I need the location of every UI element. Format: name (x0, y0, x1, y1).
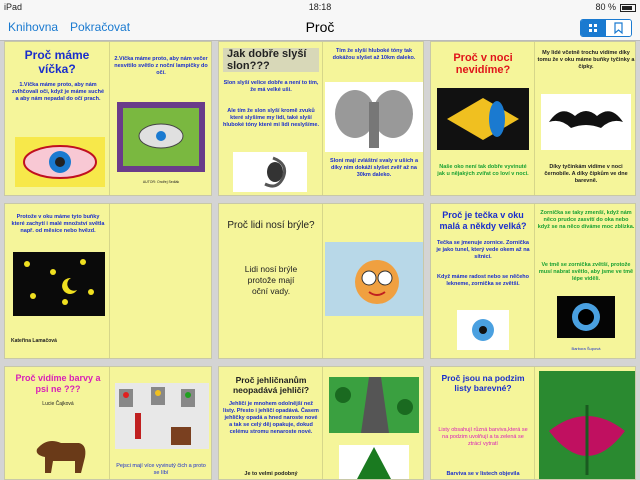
small-pupil-eye-icon (457, 310, 509, 350)
book-text: Ve tmě se zornička zvětší, protože musí nabrat světlo, aby jsme ve tmě lépe viděli. (538, 262, 634, 282)
book-text: Když máme radost nebo se něčeho lekneme, zornička se zvětší. (437, 274, 529, 287)
battery-percent: 80 % (595, 2, 616, 12)
grid-icon (581, 20, 606, 36)
lamp-drawing-icon (117, 102, 205, 172)
book-text: 2.Víčka máme proto, aby nám večer nesvítilo světlo z noční lampičky do očí. (114, 56, 208, 76)
bookmark-icon (606, 20, 631, 36)
continue-button[interactable]: Pokračovat (70, 20, 131, 34)
book-text: My lidé včetně trochu vidíme díky tomu že v oku máme buňky tyčinky a čípky. (537, 50, 635, 70)
book-author: Barbora Šupová (571, 346, 601, 351)
glasses-face-drawing-icon (325, 242, 423, 316)
library-button[interactable]: Knihovna (8, 20, 59, 34)
book-title: Proč jehličnanům neopadává jehličí? (232, 375, 310, 395)
book-text: Díky tyčinkám vidíme v noci černobíle. A díky čípkům ve dne barevně. (544, 164, 628, 184)
battery-icon (620, 4, 636, 12)
book-text: Slon slyší velice dobře a není to tím, že má velké uši. (223, 80, 319, 93)
book-card-slon[interactable] (218, 41, 424, 196)
book-card-jehlicnany[interactable] (218, 366, 424, 480)
book-title: Proč v noci nevidíme? (453, 52, 513, 76)
book-text: Tím že slyší hluboké tóny tak dokážou slyšet až 10km daleko. (332, 48, 416, 61)
stars-drawing-icon (13, 252, 105, 316)
book-grid (0, 41, 640, 480)
book-card-zornice[interactable] (430, 203, 636, 359)
ear-drawing-icon (233, 152, 307, 192)
street-scene-drawing-icon (115, 383, 209, 449)
book-card-noc[interactable] (430, 41, 636, 196)
book-card-bryle[interactable] (218, 203, 424, 359)
book-text: Jehličí je mnohem odolnější než listy. Přesto i jehličí opadává. Časem jehličky opadá a hned naroste nové a tak se celý děj opakuje, dokud celému stromu nenaroste nové. (223, 401, 319, 435)
eye-drawing-icon (15, 137, 105, 187)
book-title: Proč máme víčka? (24, 48, 90, 76)
book-text: Tečka se jmenuje zornice. Zornička je jako tunel, který vede okem až na sítnici. (436, 240, 530, 260)
book-author: Lucie Čajková (42, 401, 74, 407)
forest-road-drawing-icon (329, 377, 419, 433)
book-text: Barviva se v listech objevila (446, 471, 520, 477)
view-switcher (580, 19, 632, 37)
book-title: Proč lidi nosí brýle? (227, 220, 315, 231)
elephant-drawing-icon (325, 82, 423, 152)
book-text: Naše oko není tak dobře vyvinuté jak u nějakých zvířat co loví v noci. (437, 164, 529, 177)
page-title: Proč (305, 19, 335, 35)
book-text: Sloni mají zvláštní svaly v uších a díky nim dokáží slyšet zvěř až na 30km daleko. (329, 158, 419, 178)
bookmark-view-button[interactable] (606, 20, 631, 36)
grid-view-button[interactable] (581, 20, 606, 36)
book-text: 1.Víčka máme proto, aby nám zvlhčovali oči, když je máme suché a aby nám nepadal do očí prach. (11, 82, 104, 102)
book-card-vicka[interactable] (4, 41, 212, 196)
book-card-listy[interactable] (430, 366, 636, 480)
leaf-drawing-icon (539, 371, 635, 480)
book-text: Pejsci mají více vyvinutý čich a proto se líbí (116, 463, 206, 476)
device-label: iPad (4, 2, 23, 12)
large-pupil-eye-icon (557, 296, 615, 338)
tree-drawing-icon (339, 445, 409, 480)
book-card-hvezdy[interactable] (4, 203, 212, 359)
book-title: Proč je tečka v oku malá a někdy velká? (439, 210, 527, 231)
book-author: AUTOR: Ondřej Sedlák (142, 180, 180, 184)
book-title: Jak dobře slyší slon??? (223, 48, 319, 72)
book-text: Protože v oku máme tyto buňky které zachytí i malé množství světla např. od měsíce nebo hvězd. (11, 214, 105, 234)
book-text: Lidi nosí brýle protože mají oční vady. (244, 264, 298, 296)
night-eye-drawing-icon (437, 88, 529, 150)
book-title: Proč jsou na podzim listy barevné? (441, 373, 525, 393)
book-text: Je to velmi podobný (244, 471, 298, 477)
book-text: Listy obsahují různá barviva,která se na podzim uvolňují a ta zelená se ztrácí vytratí (438, 427, 528, 447)
book-text: Ale tím že slon slyší kromě zvuků které slyšíme my lidi, také slyší hluboké tóny které mi lidi neslyšíme. (223, 108, 319, 128)
book-card-barvy[interactable] (4, 366, 212, 480)
navigation-bar (0, 14, 640, 41)
book-title: Proč vidíme barvy a psi ne ??? (15, 373, 101, 394)
bat-drawing-icon (541, 94, 631, 150)
book-author: Kateřina Lamačová (11, 338, 57, 344)
book-text: Zornička se taky zmenší, když nám něco prudce zasvítí do oka nebo když se na něco díváme moc zblízka. (537, 210, 635, 230)
clock: 18:18 (308, 2, 332, 12)
dog-drawing-icon (23, 419, 93, 480)
status-bar (0, 0, 640, 14)
